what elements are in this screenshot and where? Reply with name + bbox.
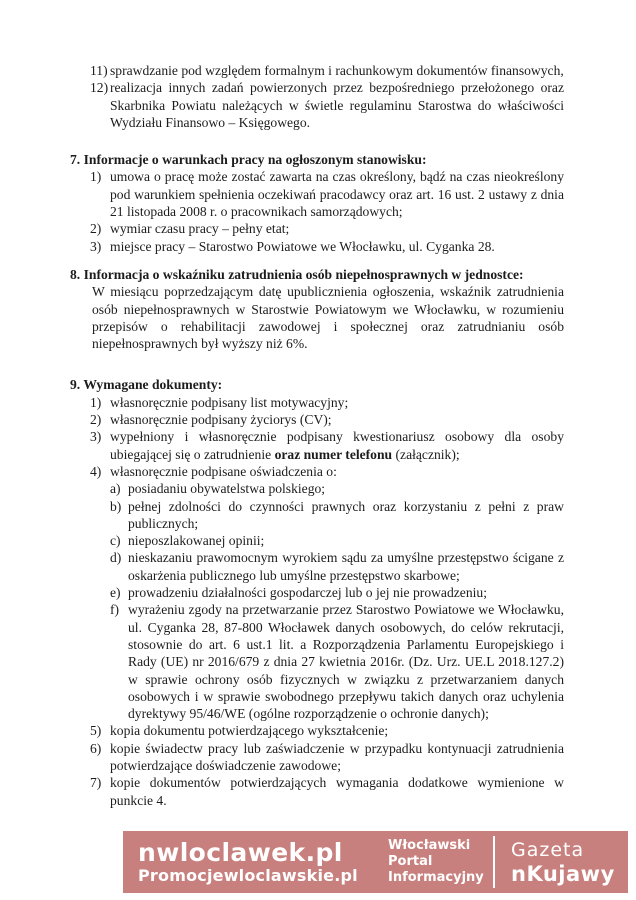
list-item (70, 168, 564, 220)
sub-list-item (70, 480, 564, 497)
list-marker: d) (110, 550, 122, 566)
list-marker: 12) (90, 80, 109, 96)
site-logo-main: nwloclawek.pl (138, 837, 343, 867)
list-item-text: miejsce pracy – Starostwo Powiatowe we Włocławku, ul. Cyganka 28. (110, 238, 495, 254)
list-marker: f) (110, 602, 120, 618)
list-marker: 4) (90, 463, 102, 479)
sub-list-item (70, 584, 564, 601)
section-8 (70, 266, 564, 352)
list-item (70, 220, 564, 237)
list-item (70, 62, 564, 79)
sub-list-item (70, 532, 564, 549)
list-item-text: umowa o pracę może zostać zawarta na czas określony, bądź na czas nieokreślony pod warunkiem spełnienia oczekiwań pracodawcy oraz art. 16 ust. 2 ustawy z dnia 21 listopada 2008 r. o pracownikach samorządowych; (110, 169, 564, 220)
list-item-text: wypełniony i własnoręcznie podpisany kwestionariusz osobowy dla osoby ubiegającej się o zatrudnienie (110, 429, 564, 462)
section-7 (70, 151, 564, 255)
list-item-text: wyrażeniu zgody na przetwarzanie przez Starostwo Powiatowe we Włocławku, ul. Cyganka 28, 87-800 Włocławek danych osobowych, do celów rekrutacji, stosownie do art. 6 ust.1 lit. a Rozporządzenia Parlamentu Europejskiego i Rady (UE) nr 2016/679 z dnia 27 kwietnia 2016r. (Dz. Urz. UE.L 2018.127.2) w sprawie ochrony osób fizycznych w związku z przetwarzaniem danych osobowych i w sprawie swobodnego przepływu takich danych oraz uchylenia dyrektywy 95/46/WE (ogólne rozporządzenie o ochronie danych); (128, 602, 564, 722)
list-item (70, 394, 564, 411)
partner-logo-line2: nKujawy (511, 861, 615, 886)
list-marker: 7) (90, 775, 102, 791)
list-item-text-bold: oraz numer telefonu (274, 446, 393, 462)
site-logo-sub: Promocjewloclawskie.pl (138, 865, 358, 885)
portal-tagline (388, 838, 493, 886)
section-9 (70, 376, 564, 808)
list-item (70, 238, 564, 255)
list-item (70, 463, 564, 480)
list-marker: 11) (90, 63, 108, 78)
list-marker: 3) (90, 429, 102, 445)
list-item (70, 722, 564, 739)
list-item-text: własnoręcznie podpisany życiorys (CV); (110, 412, 332, 428)
section-paragraph: W miesiącu poprzedzającym datę upublicznienia ogłoszenia, wskaźnik zatrudnienia osób niepełnosprawnych w Starostwie Powiatowym we Włocławku, w rozumieniu przepisów o rehabilitacji zawodowej i społecznej oraz zatrudnianiu osób niepełnosprawnych był wyższy niż 6%. (92, 284, 564, 352)
partner-logo (495, 839, 628, 886)
list-marker: 6) (90, 740, 102, 756)
sub-list-item (70, 498, 564, 533)
section-heading: 7. Informacje o warunkach pracy na ogłoszonym stanowisku: (70, 152, 427, 168)
list-item-text: sprawdzanie pod względem formalnym i rachunkowym dokumentów finansowych, (110, 63, 564, 78)
section-heading: 9. Wymagane dokumenty: (70, 377, 223, 393)
list-item (70, 79, 564, 131)
list-marker: 1) (90, 169, 102, 185)
tagline-line: Informacyjny (388, 870, 484, 885)
partner-logo-line1: Gazeta (511, 838, 585, 861)
list-item-text: kopie dokumentów potwierdzających wymagania dodatkowe wymienione w punkcie 4. (110, 775, 564, 808)
list-marker: 2) (90, 412, 102, 428)
section-heading: 8. Informacja o wskaźniku zatrudnienia osób niepełnosprawnych w jednostce: (70, 266, 524, 282)
list-marker: 3) (90, 238, 102, 254)
list-marker: e) (110, 585, 121, 601)
list-item-text: nieskazaniu prawomocnym wyrokiem sądu za umyślne przestępstwo ścigane z oskarżenia publicznego lub umyślne przestępstwo skarbowe; (128, 550, 564, 583)
list-item-text: (załącznik); (392, 446, 460, 462)
list-marker: a) (110, 481, 121, 497)
list-marker: 1) (90, 394, 102, 410)
sub-list-item (70, 601, 564, 722)
list-item-text: kopie świadectw pracy lub zaświadczenie w przypadku kontynuacji zatrudnienia potwierdzające doświadczenie zawodowe; (110, 740, 564, 773)
list-item-text: realizacja innych zadań powierzonych przez bezpośredniego przełożonego oraz Skarbnika Powiatu należących w świetle regulaminu Starostwa do właściwości Wydziału Finansowo – Księgowego. (110, 80, 564, 130)
list-item-text: własnoręcznie podpisany list motywacyjny; (110, 394, 349, 410)
list-marker: c) (110, 533, 121, 549)
list-marker: b) (110, 498, 122, 514)
list-item (70, 428, 564, 463)
list-item (70, 411, 564, 428)
list-marker: 5) (90, 723, 102, 739)
list-item-text: kopia dokumentu potwierdzającego wykształcenie; (110, 723, 389, 739)
site-logo (123, 839, 388, 886)
sub-list-item (70, 549, 564, 584)
list-item-text: pełnej zdolności do czynności prawnych oraz korzystaniu z pełni z praw publicznych; (128, 498, 564, 531)
list-item-text: wymiar czasu pracy – pełny etat; (110, 221, 290, 237)
list-item-text: własnoręcznie podpisane oświadczenia o: (110, 463, 337, 479)
document-body (70, 62, 564, 809)
tagline-line: Portal (388, 854, 433, 869)
footer-banner (123, 831, 628, 893)
list-item (70, 774, 564, 809)
list-marker: 2) (90, 221, 102, 237)
list-item-text: posiadaniu obywatelstwa polskiego; (128, 481, 326, 497)
list-item-text: prowadzeniu działalności gospodarczej lub o jej nie prowadzeniu; (128, 585, 487, 601)
list-item (70, 740, 564, 775)
list-item-text: nieposzlakowanej opinii; (128, 533, 265, 549)
tagline-line: Włocławski (388, 838, 471, 853)
